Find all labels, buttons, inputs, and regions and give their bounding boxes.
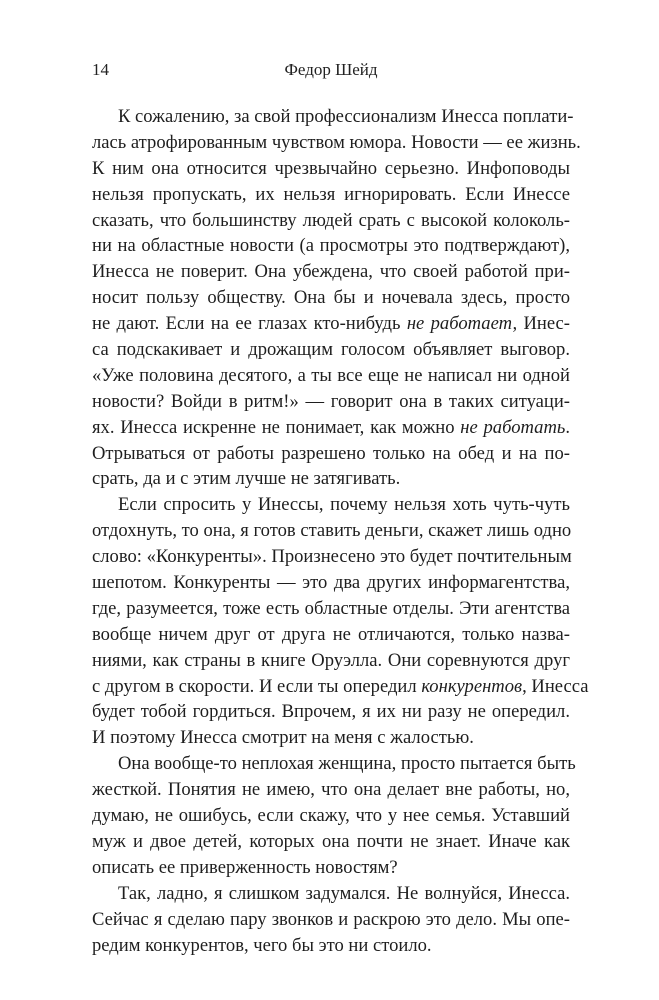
page-header — [92, 60, 570, 82]
text-line: новости? Войди в ритм!» — говорит она в таких ситуаци- — [92, 390, 570, 412]
body-text — [92, 104, 589, 958]
text-line: са подскакивает и дрожащим голосом объявляет выговор. — [92, 339, 570, 361]
text-line: сказать, что большинству людей срать с высокой колоколь- — [92, 209, 570, 231]
text-line: муж и двое детей, которых она почти не знает. Иначе как — [92, 830, 570, 852]
text-line: не дают. Если на ее глазах кто-нибудь не работает, Инес- — [92, 313, 570, 335]
text-line: ни на областные новости (а просмотры это подтверждают), — [92, 235, 570, 257]
paragraph — [92, 751, 576, 880]
text-line: жесткой. Понятия не имею, что она делает вне работы, но, — [92, 779, 570, 801]
text-line: ях. Инесса искренне не понимает, как можно не работать. — [92, 416, 570, 438]
text-line: ниями, как страны в книге Оруэлла. Они соревнуются друг — [92, 649, 570, 671]
text-line: И поэтому Инесса смотрит на меня с жалостью. — [92, 727, 474, 749]
text-line: будет тобой гордиться. Впрочем, я их ни разу не опередил. — [92, 701, 570, 723]
text-line: нельзя пропускать, их нельзя игнорировать. Если Инессе — [92, 183, 570, 205]
text-line: редим конкурентов, чего бы это ни стоило. — [92, 934, 432, 956]
text-line: Отрываться от работы разрешено только на обед и на по- — [92, 442, 570, 464]
text-line: Так, ладно, я слишком задумался. Не волнуйся, Инесса. — [118, 882, 570, 904]
text-line: лась атрофированным чувством юмора. Новости — ее жизнь. — [92, 131, 581, 153]
text-line: носит пользу обществу. Она бы и ночевала здесь, просто — [92, 287, 570, 309]
text-line: слово: «Конкуренты». Произнесено это будет почтительным — [92, 546, 572, 568]
text-line: где, разумеется, тоже есть областные отделы. Эти агентства — [92, 597, 570, 619]
paragraph — [92, 492, 589, 751]
text-line: Инесса не поверит. Она убеждена, что своей работой при- — [92, 261, 570, 283]
text-line: с другом в скорости. И если ты опередил конкурентов, Инесса — [92, 675, 589, 697]
text-line: «Уже половина десятого, а ты все еще не написал ни одной — [92, 364, 570, 386]
text-line: Сейчас я сделаю пару звонков и раскрою это дело. Мы опе- — [92, 908, 570, 930]
text-line: описать ее приверженность новостям? — [92, 856, 398, 878]
running-title: Федор Шейд — [284, 60, 378, 79]
italic-emphasis: не работать — [460, 416, 566, 438]
text-line: отдохнуть, то она, я готов ставить деньги, скажет лишь одно — [92, 520, 572, 542]
text-line: К ним она относится чрезвычайно серьезно. Инфоповоды — [92, 157, 570, 179]
text-line: Если спросить у Инессы, почему нельзя хоть чуть-чуть — [118, 494, 570, 516]
italic-emphasis: не работает, — [406, 313, 518, 335]
paragraph — [92, 104, 581, 492]
text-line: думаю, не ошибусь, если скажу, что у нее семья. Уставший — [92, 805, 570, 827]
text-line: срать, да и с этим лучше не затягивать. — [92, 468, 401, 490]
text-line: шепотом. Конкуренты — это два других информагентства, — [92, 572, 570, 594]
paragraph — [92, 881, 570, 959]
text-line: К сожалению, за свой профессионализм Инесса поплати- — [118, 106, 574, 127]
text-line: Она вообще-то неплохая женщина, просто пытается быть — [118, 753, 576, 775]
page-number: 14 — [92, 60, 109, 79]
italic-emphasis: конкурентов — [421, 675, 523, 697]
text-line: вообще ничем друг от друга не отличаются, только назва- — [92, 623, 570, 645]
